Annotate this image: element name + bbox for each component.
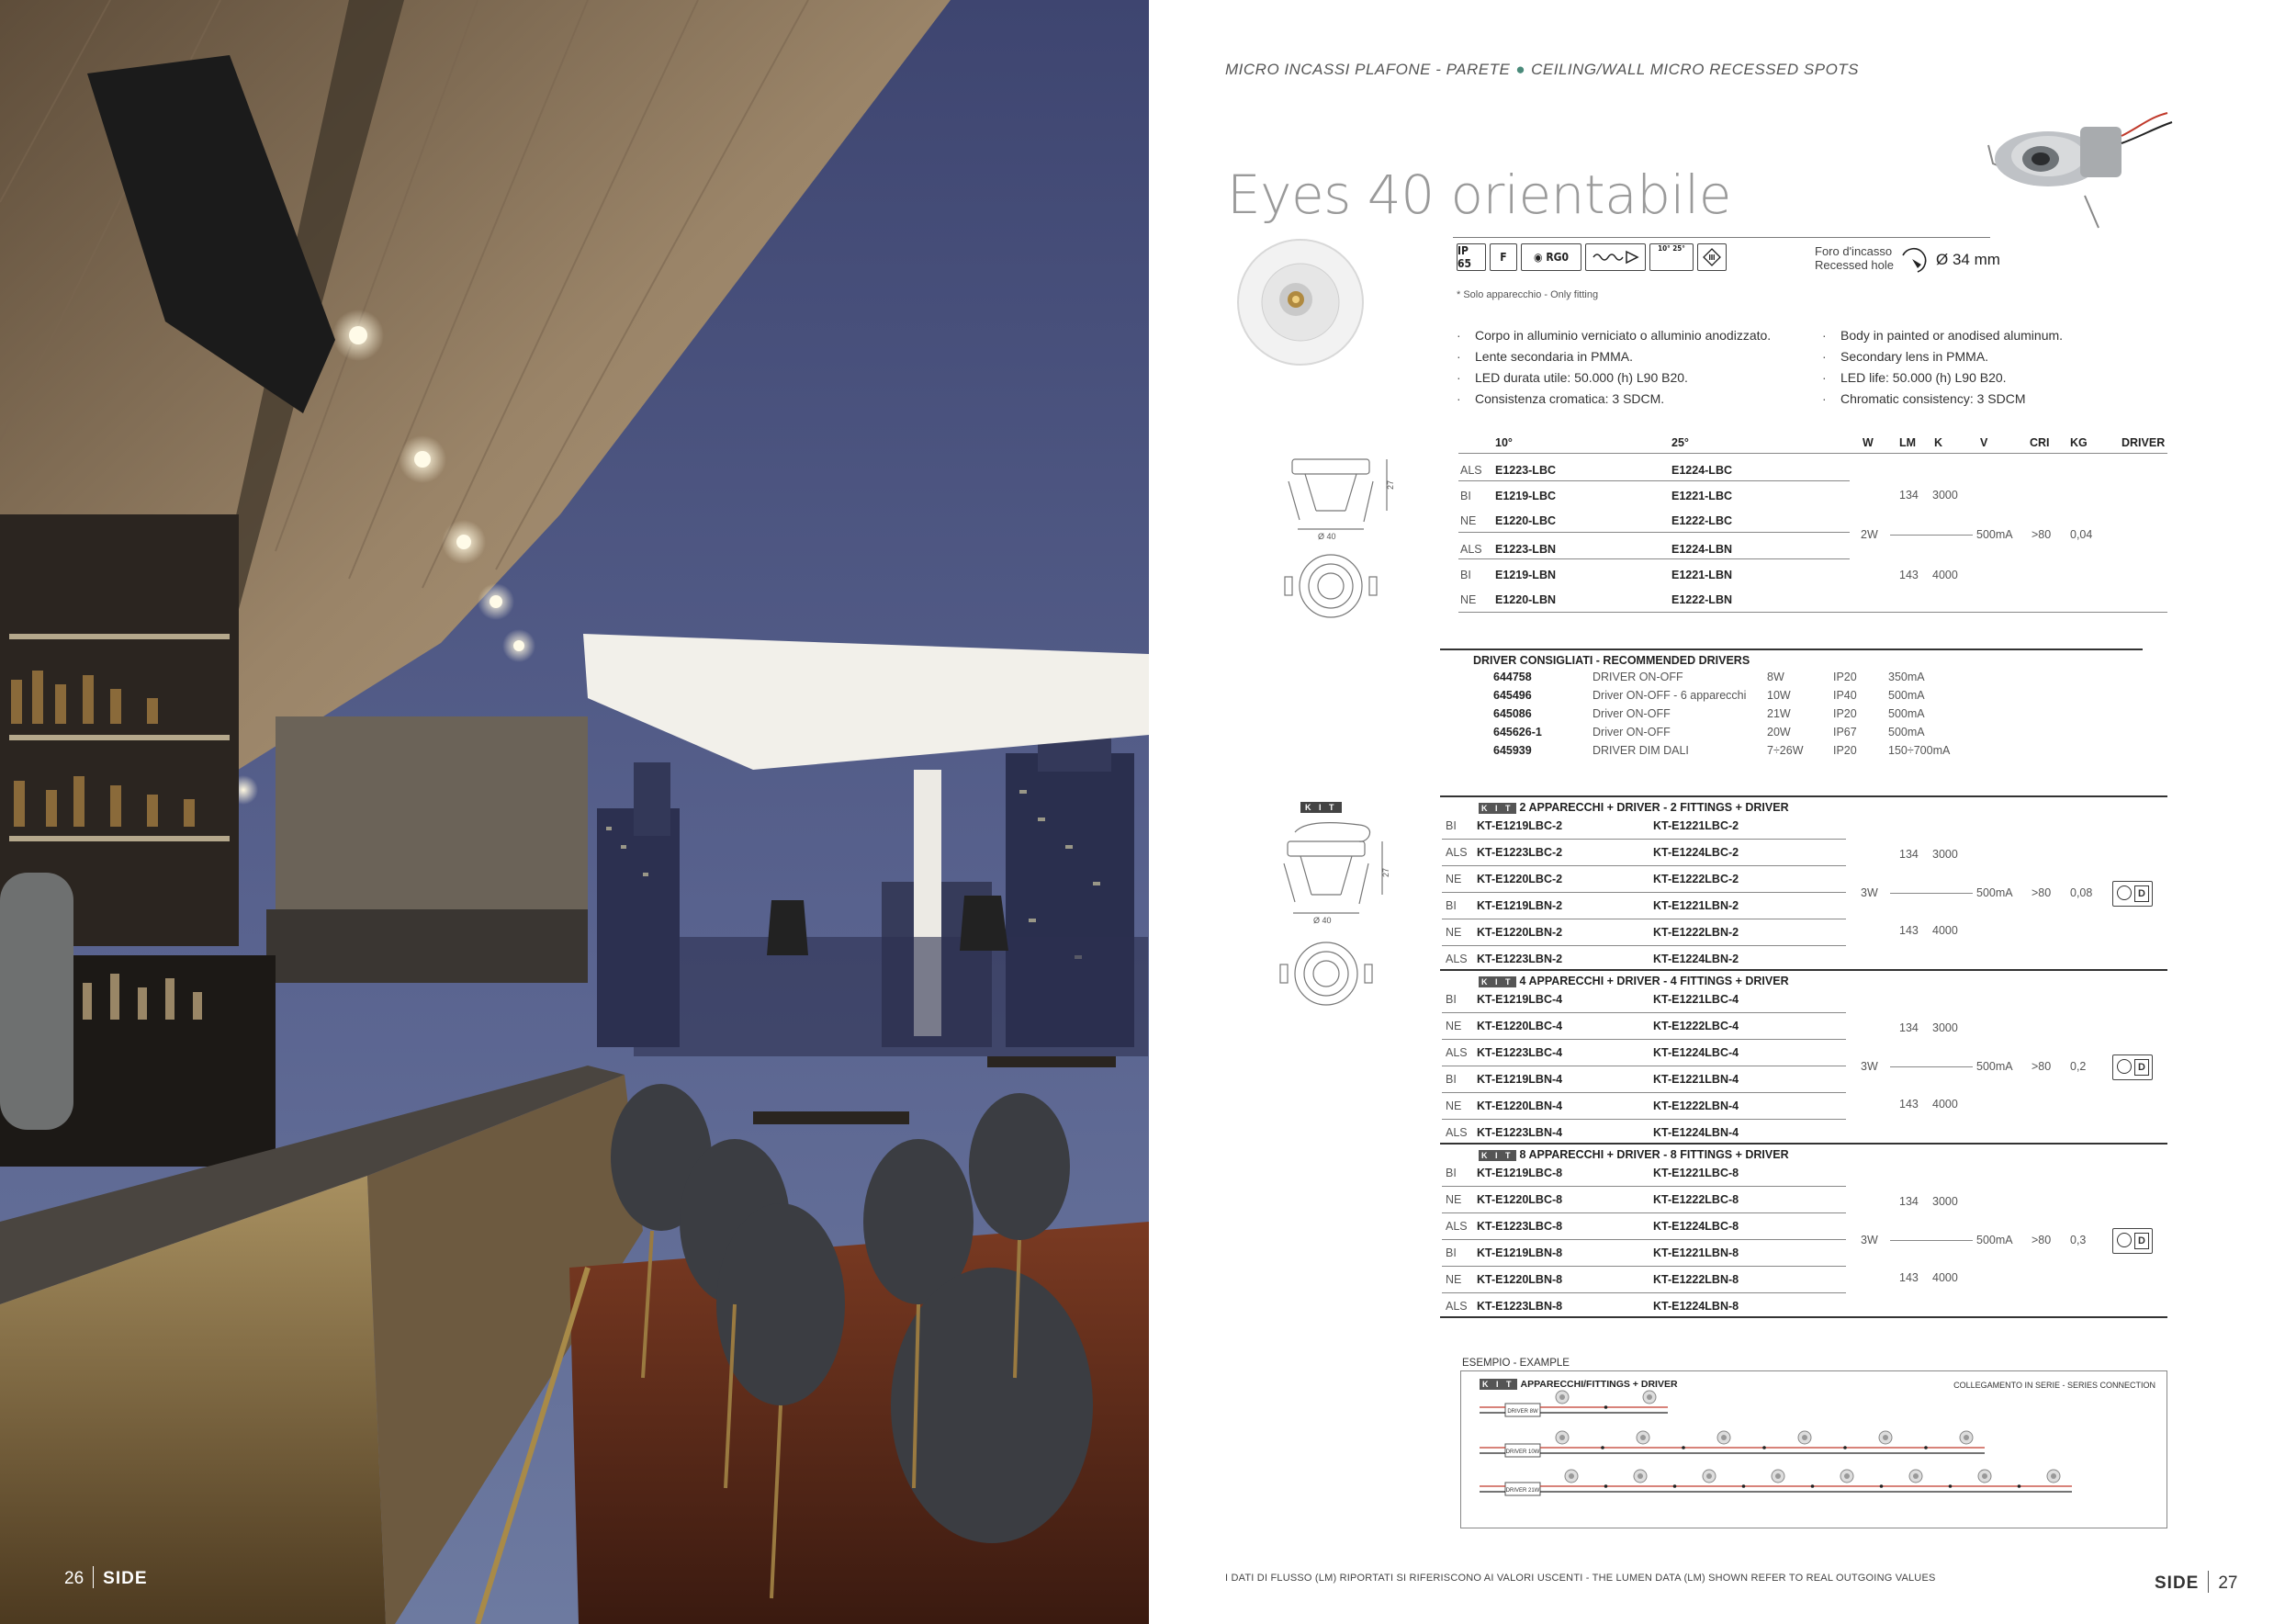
kit-code-10: KT-E1219LBN-4 bbox=[1477, 1073, 1563, 1086]
dimmable-driver-icon bbox=[2112, 1228, 2153, 1254]
spec-code-10: E1220-LBC bbox=[1495, 514, 1556, 527]
kit-badge: K I T bbox=[1300, 802, 1342, 813]
spec-finish: BI bbox=[1460, 490, 1471, 502]
kit-cri: >80 bbox=[2032, 1233, 2052, 1246]
fitting-lens bbox=[1721, 1435, 1727, 1440]
kit-code-25: KT-E1224LBN-8 bbox=[1653, 1300, 1739, 1313]
connector-dot bbox=[1682, 1446, 1685, 1449]
driver-cell: 150÷700mA bbox=[1888, 744, 1951, 757]
section-kicker: MICRO INCASSI PLAFONE - PARETE ● CEILING/WALL MICRO RECESSED SPOTS bbox=[1225, 61, 1860, 78]
kit-code-25: KT-E1224LBC-2 bbox=[1653, 846, 1739, 859]
driver-cell: 21W bbox=[1767, 707, 1791, 720]
driver-cell: 500mA bbox=[1888, 707, 1925, 720]
kit-mid-rule bbox=[1890, 1066, 1973, 1067]
left-brand: SIDE bbox=[103, 1569, 148, 1588]
kit-watt: 3W bbox=[1861, 1059, 1878, 1073]
kit-finish: ALS bbox=[1446, 1046, 1468, 1059]
example-kit-label: APPARECCHI/FITTINGS + DRIVER bbox=[1520, 1379, 1678, 1390]
driver-cell: 7÷26W bbox=[1767, 744, 1804, 757]
spec-code-10: E1219-LBN bbox=[1495, 569, 1556, 581]
kit-code-25: KT-E1221LBN-4 bbox=[1653, 1073, 1739, 1086]
spec-lm: 134 bbox=[1899, 489, 1919, 502]
recessed-hole-value: Ø 34 mm bbox=[1936, 251, 2000, 268]
spec-code-10: E1219-LBC bbox=[1495, 490, 1556, 502]
kit-title-text: 8 APPARECCHI + DRIVER - 8 FITTINGS + DRIVER bbox=[1519, 1148, 1789, 1161]
kit-rule bbox=[1442, 1266, 1846, 1267]
driver-cell: DRIVER DIM DALI bbox=[1593, 744, 1689, 757]
driver-cell: 645496 bbox=[1493, 689, 1532, 702]
beam-angle-icon: 10° 25° bbox=[1649, 243, 1694, 271]
fitting-lens bbox=[1647, 1394, 1652, 1400]
spec-voltage: 500mA bbox=[1976, 528, 2013, 541]
kit-code-25: KT-E1224LBN-4 bbox=[1653, 1126, 1739, 1139]
kit-lm: 134 bbox=[1899, 1195, 1919, 1208]
bulb-icon bbox=[2117, 1059, 2132, 1074]
driver-cell: 645939 bbox=[1493, 744, 1532, 757]
kit-code-10: KT-E1219LBC-4 bbox=[1477, 993, 1563, 1006]
fitting-lens bbox=[1775, 1473, 1781, 1479]
kit-code-10: KT-E1219LBN-8 bbox=[1477, 1246, 1563, 1259]
kit-mid-rule bbox=[1890, 1240, 1973, 1241]
example-kit-badge: K I T bbox=[1480, 1379, 1517, 1390]
spec-watt: 2W bbox=[1861, 528, 1878, 541]
kit-k: 4000 bbox=[1932, 1271, 1958, 1284]
kit-title bbox=[1479, 801, 1789, 814]
spec-rule bbox=[1458, 480, 1850, 481]
spec-bottom-rule bbox=[1458, 612, 2167, 613]
spec-rule bbox=[1458, 532, 1850, 533]
spec-header-6: CRI bbox=[2030, 436, 2050, 449]
kit-finish: ALS bbox=[1446, 846, 1468, 859]
kit-code-25: KT-E1224LBC-8 bbox=[1653, 1220, 1739, 1233]
kit-rule bbox=[1442, 865, 1846, 866]
bulb-icon bbox=[2117, 1233, 2132, 1247]
features-it: · Corpo in alluminio verniciato o alluminio anodizzato. · Lente secondaria in PMMA. · LED durata utile: 50.000 (h) L90 B20. · Consistenza cromatica: 3 SDCM. bbox=[1457, 325, 1771, 410]
spec-code-25: E1224-LBC bbox=[1671, 464, 1732, 477]
driver-cell: 500mA bbox=[1888, 689, 1925, 702]
example-box bbox=[1460, 1370, 2167, 1528]
kit-k: 3000 bbox=[1932, 1021, 1958, 1034]
connector-dot bbox=[1673, 1484, 1677, 1488]
kit-top-rule bbox=[1440, 969, 2167, 971]
kit-rule bbox=[1442, 1239, 1846, 1240]
kit-title bbox=[1479, 975, 1789, 987]
kit-mid-rule bbox=[1890, 893, 1973, 894]
driver-cell: 20W bbox=[1767, 726, 1791, 739]
connector-dot bbox=[1880, 1484, 1884, 1488]
fitting-lens bbox=[1844, 1473, 1850, 1479]
spec-lm: 143 bbox=[1899, 569, 1919, 581]
kit-rule bbox=[1442, 1292, 1846, 1293]
kit-cri: >80 bbox=[2032, 885, 2052, 899]
series-connection-label: COLLEGAMENTO IN SERIE - SERIES CONNECTION bbox=[1953, 1381, 2155, 1390]
kit-code-10: KT-E1223LBN-4 bbox=[1477, 1126, 1563, 1139]
kit-finish: NE bbox=[1446, 1020, 1462, 1032]
kit-k: 4000 bbox=[1932, 1098, 1958, 1111]
kit-finish: ALS bbox=[1446, 1300, 1468, 1313]
kit-k: 3000 bbox=[1932, 848, 1958, 861]
fitting-lens bbox=[1982, 1473, 1987, 1479]
kit-finish: NE bbox=[1446, 1273, 1462, 1286]
features-en: · Body in painted or anodised aluminum. · Secondary lens in PMMA. · LED life: 50.000 (h) L90 B20. · Chromatic consistency: 3 SDCM bbox=[1822, 325, 2063, 410]
spec-header-8: DRIVER bbox=[2122, 436, 2166, 449]
kit-code-25: KT-E1222LBN-2 bbox=[1653, 926, 1739, 939]
spec-cri: >80 bbox=[2032, 528, 2052, 541]
dimmable-driver-icon bbox=[2112, 881, 2153, 907]
spec-code-10: E1223-LBC bbox=[1495, 464, 1556, 477]
left-page-footer bbox=[64, 1566, 148, 1589]
kit-badge: K I T bbox=[1479, 803, 1516, 814]
spec-mid-rule bbox=[1890, 535, 1973, 536]
kit-code-25: KT-E1222LBN-4 bbox=[1653, 1100, 1739, 1112]
product-photo bbox=[1984, 108, 2186, 237]
kit-code-10: KT-E1223LBN-8 bbox=[1477, 1300, 1563, 1313]
kit-rule bbox=[1442, 1092, 1846, 1093]
driver-cell: Driver ON-OFF bbox=[1593, 707, 1671, 720]
driver-box-label: DRIVER 21W bbox=[1505, 1488, 1540, 1494]
kit-finish: BI bbox=[1446, 1167, 1457, 1179]
kit-height-dim: 27 bbox=[1381, 867, 1390, 877]
fitting-lens bbox=[1569, 1473, 1574, 1479]
connector-dot bbox=[1604, 1484, 1608, 1488]
dimmable-icon bbox=[1585, 243, 1646, 271]
kit-rule bbox=[1442, 1039, 1846, 1040]
technical-drawing bbox=[1272, 448, 1410, 623]
example-title: ESEMPIO - EXAMPLE bbox=[1462, 1358, 1570, 1369]
fitting-lens bbox=[1640, 1435, 1646, 1440]
kit-code-25: KT-E1222LBC-4 bbox=[1653, 1020, 1739, 1032]
fitting-lens bbox=[1638, 1473, 1643, 1479]
driver-cell: 350mA bbox=[1888, 671, 1925, 683]
kit-code-10: KT-E1220LBC-8 bbox=[1477, 1193, 1563, 1206]
kit-voltage: 500mA bbox=[1976, 1059, 2013, 1073]
f-mark-icon: F bbox=[1490, 243, 1517, 271]
spec-rule bbox=[1458, 558, 1850, 559]
kit-finish: NE bbox=[1446, 1193, 1462, 1206]
kit-code-25: KT-E1221LBN-2 bbox=[1653, 899, 1739, 912]
driver-cell: IP20 bbox=[1833, 707, 1857, 720]
kit-code-25: KT-E1222LBC-8 bbox=[1653, 1193, 1739, 1206]
kit-finish: NE bbox=[1446, 1100, 1462, 1112]
kit-finish: ALS bbox=[1446, 1126, 1468, 1139]
driver-cell: 500mA bbox=[1888, 726, 1925, 739]
wiring-diagram bbox=[1461, 1371, 2165, 1526]
fitting-lens bbox=[1913, 1473, 1919, 1479]
drivers-title: DRIVER CONSIGLIATI - RECOMMENDED DRIVERS bbox=[1473, 654, 1750, 667]
kit-code-10: KT-E1223LBN-2 bbox=[1477, 953, 1563, 965]
spec-header-0: 10° bbox=[1495, 436, 1513, 449]
class-iii-icon bbox=[1697, 243, 1727, 271]
spec-code-25: E1221-LBN bbox=[1671, 569, 1732, 581]
spec-code-25: E1221-LBC bbox=[1671, 490, 1732, 502]
driver-d-icon: D bbox=[2134, 1233, 2149, 1249]
kit-finish: BI bbox=[1446, 899, 1457, 912]
recessed-hole-label: Foro d'incasso Recessed hole bbox=[1815, 244, 1894, 272]
kit-k: 4000 bbox=[1932, 924, 1958, 937]
right-page-number: 27 bbox=[2218, 1573, 2238, 1593]
kit-code-10: KT-E1219LBC-8 bbox=[1477, 1167, 1563, 1179]
driver-cell: 10W bbox=[1767, 689, 1791, 702]
kit-lm: 134 bbox=[1899, 1021, 1919, 1034]
kit-finish: BI bbox=[1446, 993, 1457, 1006]
spec-header-2: W bbox=[1863, 436, 1874, 449]
ip65-icon: IP 65 bbox=[1457, 243, 1486, 271]
kit-title-text: 4 APPARECCHI + DRIVER - 4 FITTINGS + DRIVER bbox=[1519, 975, 1789, 987]
kit-code-25: KT-E1222LBN-8 bbox=[1653, 1273, 1739, 1286]
driver-cell: 8W bbox=[1767, 671, 1784, 683]
driver-cell: 644758 bbox=[1493, 671, 1532, 683]
fitting-lens bbox=[2051, 1473, 2056, 1479]
spec-header-1: 25° bbox=[1671, 436, 1689, 449]
spec-kg: 0,04 bbox=[2070, 528, 2093, 541]
left-page-number: 26 bbox=[64, 1569, 84, 1588]
kit-badge: K I T bbox=[1479, 976, 1516, 987]
spec-header-3: LM bbox=[1899, 436, 1917, 449]
kit-finish: ALS bbox=[1446, 953, 1468, 965]
kit-code-10: KT-E1220LBC-4 bbox=[1477, 1020, 1563, 1032]
kit-code-25: KT-E1222LBC-2 bbox=[1653, 873, 1739, 885]
kit-rule bbox=[1442, 1119, 1846, 1120]
spec-code-25: E1222-LBC bbox=[1671, 514, 1732, 527]
kit-code-25: KT-E1221LBC-8 bbox=[1653, 1167, 1739, 1179]
driver-cell: IP20 bbox=[1833, 744, 1857, 757]
kit-top-rule bbox=[1440, 795, 2167, 797]
kit-lm: 143 bbox=[1899, 1271, 1919, 1284]
fitting-lens bbox=[1706, 1473, 1712, 1479]
spec-finish: ALS bbox=[1460, 543, 1482, 556]
spec-finish: BI bbox=[1460, 569, 1471, 581]
kit-watt: 3W bbox=[1861, 1233, 1878, 1246]
kit-code-10: KT-E1223LBC-8 bbox=[1477, 1220, 1563, 1233]
product-front-image bbox=[1235, 237, 1366, 367]
kit-kg: 0,3 bbox=[2070, 1233, 2087, 1246]
driver-cell: IP40 bbox=[1833, 689, 1857, 702]
driver-cell: Driver ON-OFF - 6 apparecchi bbox=[1593, 689, 1747, 702]
kit-finish: ALS bbox=[1446, 1220, 1468, 1233]
kit-code-10: KT-E1220LBN-2 bbox=[1477, 926, 1563, 939]
kit-code-10: KT-E1220LBN-8 bbox=[1477, 1273, 1563, 1286]
driver-d-icon: D bbox=[2134, 1059, 2149, 1076]
driver-cell: 645086 bbox=[1493, 707, 1532, 720]
connector-dot bbox=[1924, 1446, 1928, 1449]
spec-code-10: E1223-LBN bbox=[1495, 543, 1556, 556]
spec-finish: ALS bbox=[1460, 464, 1482, 477]
kit-code-10: KT-E1219LBN-2 bbox=[1477, 899, 1563, 912]
title-underline bbox=[1453, 237, 1990, 238]
kit-rule bbox=[1442, 1012, 1846, 1013]
driver-box-label: DRIVER 8W bbox=[1507, 1409, 1538, 1415]
kit-rule bbox=[1442, 839, 1846, 840]
kit-code-25: KT-E1221LBN-8 bbox=[1653, 1246, 1739, 1259]
drivers-top-rule bbox=[1440, 648, 2143, 650]
kit-rule bbox=[1442, 1212, 1846, 1213]
kit-code-25: KT-E1221LBC-4 bbox=[1653, 993, 1739, 1006]
kit-watt: 3W bbox=[1861, 885, 1878, 899]
svg-text:III: III bbox=[1708, 254, 1716, 262]
spec-header-rule bbox=[1458, 453, 2167, 454]
kit-code-10: KT-E1220LBN-4 bbox=[1477, 1100, 1563, 1112]
connector-dot bbox=[1604, 1405, 1608, 1409]
kits-bottom-rule bbox=[1440, 1316, 2167, 1318]
right-page-footer bbox=[2155, 1571, 2238, 1594]
fitting-lens bbox=[1964, 1435, 1969, 1440]
connector-dot bbox=[1949, 1484, 1953, 1488]
driver-box-label: DRIVER 10W bbox=[1505, 1449, 1540, 1455]
kit-badge: K I T bbox=[1479, 1150, 1516, 1161]
connector-dot bbox=[2018, 1484, 2021, 1488]
diameter-dim: Ø 40 bbox=[1318, 532, 1336, 541]
kit-cri: >80 bbox=[2032, 1059, 2052, 1073]
kit-rule bbox=[1442, 945, 1846, 946]
kit-voltage: 500mA bbox=[1976, 1233, 2013, 1246]
connector-dot bbox=[1742, 1484, 1746, 1488]
kit-lm: 143 bbox=[1899, 1098, 1919, 1111]
fitting-lens bbox=[1883, 1435, 1888, 1440]
kit-lm: 143 bbox=[1899, 924, 1919, 937]
connector-dot bbox=[1601, 1446, 1604, 1449]
driver-cell: IP20 bbox=[1833, 671, 1857, 683]
spec-finish: NE bbox=[1460, 514, 1477, 527]
kit-finish: NE bbox=[1446, 873, 1462, 885]
spec-code-25: E1224-LBN bbox=[1671, 543, 1732, 556]
kit-code-10: KT-E1223LBC-2 bbox=[1477, 846, 1563, 859]
spec-code-25: E1222-LBN bbox=[1671, 593, 1732, 606]
kit-finish: BI bbox=[1446, 1246, 1457, 1259]
fitting-note: * Solo apparecchio - Only fitting bbox=[1457, 289, 1599, 300]
kit-rule bbox=[1442, 1186, 1846, 1187]
driver-cell: 645626-1 bbox=[1493, 726, 1542, 739]
kit-top-rule bbox=[1440, 1143, 2167, 1145]
fitting-lens bbox=[1559, 1435, 1565, 1440]
right-brand: SIDE bbox=[2155, 1573, 2200, 1593]
driver-cell: IP67 bbox=[1833, 726, 1857, 739]
kit-finish: NE bbox=[1446, 926, 1462, 939]
height-dim: 27 bbox=[1386, 479, 1395, 490]
bulb-icon bbox=[2117, 885, 2132, 900]
connector-dot bbox=[1811, 1484, 1815, 1488]
kit-kg: 0,2 bbox=[2070, 1059, 2087, 1073]
lumen-footnote: I DATI DI FLUSSO (LM) RIPORTATI SI RIFERISCONO AI VALORI USCENTI - THE LUMEN DATA (LM) SHOWN REFER TO REAL OUTGOING VALUES bbox=[1225, 1573, 1936, 1584]
kit-rule bbox=[1442, 892, 1846, 893]
driver-cell: DRIVER ON-OFF bbox=[1593, 671, 1683, 683]
spec-header-4: K bbox=[1934, 436, 1943, 449]
kit-code-25: KT-E1221LBC-2 bbox=[1653, 819, 1739, 832]
kit-kg: 0,08 bbox=[2070, 885, 2093, 899]
connector-dot bbox=[1843, 1446, 1847, 1449]
rg0-icon: ◉ RG0 bbox=[1521, 243, 1581, 271]
kit-diameter-dim: Ø 40 bbox=[1313, 916, 1332, 925]
kit-code-10: KT-E1223LBC-4 bbox=[1477, 1046, 1563, 1059]
kit-technical-drawing bbox=[1267, 818, 1414, 1020]
spec-header-5: V bbox=[1980, 436, 1988, 449]
kit-k: 3000 bbox=[1932, 1195, 1958, 1208]
spec-code-10: E1220-LBN bbox=[1495, 593, 1556, 606]
kit-code-10: KT-E1219LBC-2 bbox=[1477, 819, 1563, 832]
product-title: Eyes 40 orientabile bbox=[1227, 164, 1731, 226]
kit-lm: 134 bbox=[1899, 848, 1919, 861]
kit-finish: BI bbox=[1446, 1073, 1457, 1086]
spec-k: 3000 bbox=[1932, 489, 1958, 502]
fitting-lens bbox=[1802, 1435, 1807, 1440]
spec-finish: NE bbox=[1460, 593, 1477, 606]
kit-title bbox=[1479, 1148, 1789, 1161]
kit-code-25: KT-E1224LBN-2 bbox=[1653, 953, 1739, 965]
kit-title-text: 2 APPARECCHI + DRIVER - 2 FITTINGS + DRIVER bbox=[1519, 801, 1789, 814]
connector-dot bbox=[1762, 1446, 1766, 1449]
spec-k: 4000 bbox=[1932, 569, 1958, 581]
spec-header-7: KG bbox=[2070, 436, 2088, 449]
driver-d-icon: D bbox=[2134, 885, 2149, 902]
dimmable-driver-icon bbox=[2112, 1054, 2153, 1080]
kit-finish: BI bbox=[1446, 819, 1457, 832]
driver-cell: Driver ON-OFF bbox=[1593, 726, 1671, 739]
recessed-hole-icon bbox=[1899, 244, 1930, 276]
fitting-lens bbox=[1559, 1394, 1565, 1400]
kit-code-25: KT-E1224LBC-4 bbox=[1653, 1046, 1739, 1059]
kit-code-10: KT-E1220LBC-2 bbox=[1477, 873, 1563, 885]
kit-voltage: 500mA bbox=[1976, 885, 2013, 899]
